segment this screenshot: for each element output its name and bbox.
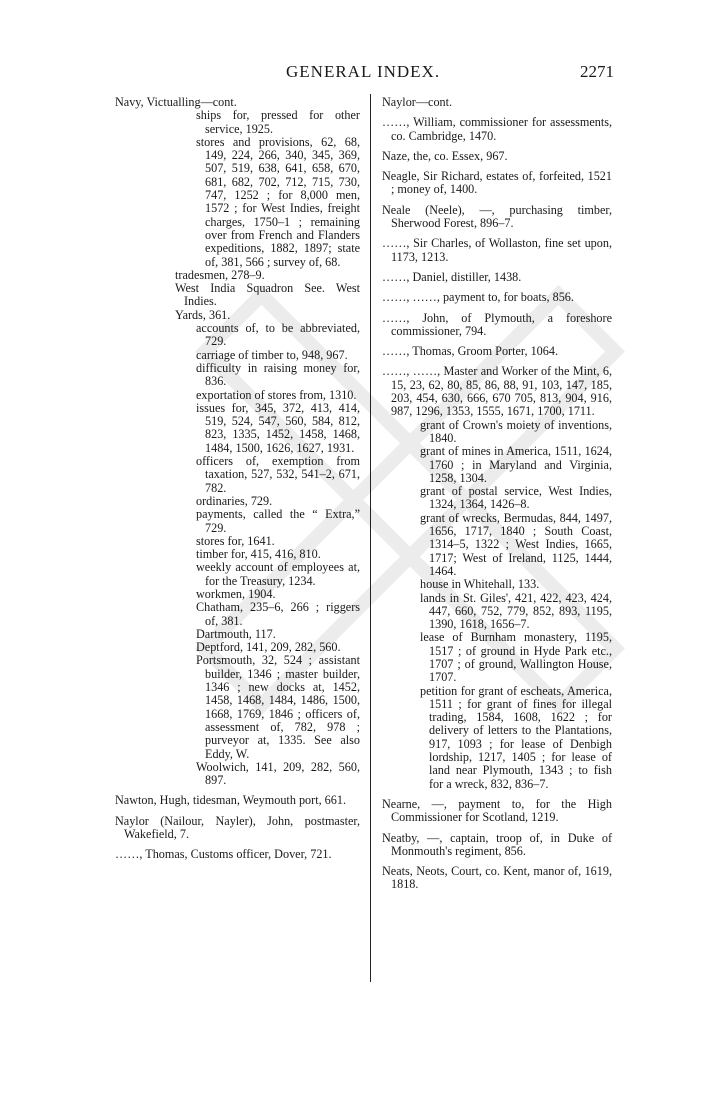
index-entry: ……, ……, payment to, for boats, 856.: [382, 290, 574, 305]
index-entry: payments, called the “ Extra,” 729.: [196, 507, 360, 535]
index-entry: carriage of timber to, 948, 967.: [196, 347, 348, 362]
index-entry: house in Whitehall, 133.: [420, 577, 540, 592]
index-entry: stores and provisions, 62, 68, 149, 224, 266, 340, 345, 369, 507, 519, 638, 641, 658, 670, 681, 682, 702, 712, 715, 730, 747, 1252 ; for 8,000 men, 1572 ; for West Indies, freight charges, 1750–1 ; remaining over from French and Flanders expeditions, 1882, 1897; state of, 381, 566 ; survey of, 68.: [196, 134, 360, 269]
index-entry: Nawton, Hugh, tidesman, Weymouth port, 661.: [115, 793, 347, 808]
index-entry: Neats, Neots, Court, co. Kent, manor of, 1619, 1818.: [382, 864, 612, 892]
index-entry: grant of wrecks, Bermudas, 844, 1497, 1656, 1717, 1840 ; South Coast, 1314–5, 1322 ; West Indies, 1665, 1717; West of Ireland, 1125, 1444, 1464.: [420, 510, 612, 578]
index-entry: grant of postal service, West Indies, 1324, 1364, 1426–8.: [420, 484, 612, 512]
index-entry: ……, Sir Charles, of Wollaston, fine set upon, 1173, 1213.: [382, 236, 612, 264]
index-entry: Woolwich, 141, 209, 282, 560, 897.: [196, 759, 360, 788]
index-entry: officers of, exemption from taxation, 527, 532, 541–2, 671, 782.: [196, 454, 360, 495]
index-entry: lands in St. Giles', 421, 422, 423, 424, 447, 660, 752, 779, 852, 893, 1195, 1390, 1618, 1656–7.: [420, 590, 612, 632]
index-entry: Nearne, —, payment to, for the High Commissioner for Scotland, 1219.: [382, 796, 612, 825]
index-entry: Neale (Neele), —, purchasing timber, Sherwood Forest, 896–7.: [382, 202, 612, 231]
index-entry: ……, William, commissioner for assessments, co. Cambridge, 1470.: [382, 115, 612, 143]
index-entry: ……, Thomas, Groom Porter, 1064.: [382, 344, 558, 359]
index-entry: difficulty in raising money for, 836.: [196, 360, 360, 389]
index-entry: Yards, 361.: [175, 307, 231, 322]
index-entry: Naylor (Nailour, Nayler), John, postmaster, Wakefield, 7.: [115, 813, 360, 842]
page-number: 2271: [580, 62, 614, 81]
index-entry: ships for, pressed for other service, 1925.: [196, 108, 360, 136]
index-entry: grant of Crown's moiety of inventions, 1840.: [420, 417, 612, 445]
index-entry: Deptford, 141, 209, 282, 560.: [196, 640, 341, 655]
index-entry: West India Squadron See. West Indies.: [175, 281, 360, 309]
right-column: [382, 96, 612, 892]
index-entry: Chatham, 235–6, 266 ; riggers of, 381.: [196, 600, 360, 628]
index-entry: petition for grant of escheats, America, 1511 ; for grant of fines for illegal trading, 1584, 1608, 1622 ; for delivery of letters to the Plantations, 917, 1093 ; for lease of Denbigh lordship, 1217, 1405 ; for lease of land near Plymouth, 1343 ; to fish for a wreck, 832, 836–7.: [420, 683, 612, 791]
index-entry: timber for, 415, 416, 810.: [196, 547, 321, 562]
index-entry: Naylor—cont.: [382, 95, 453, 109]
index-entry: lease of Burnham monastery, 1195, 1517 ; of ground in Hyde Park etc., 1707 ; of ground, Wallington House, 1707.: [420, 630, 612, 685]
index-entry: ……, John, of Plymouth, a foreshore commissioner, 794.: [382, 310, 612, 338]
index-entry: ……, Daniel, distiller, 1438.: [382, 269, 522, 284]
index-entry: workmen, 1904.: [196, 586, 276, 601]
index-entry: ……, ……, Master and Worker of the Mint, 6, 15, 23, 62, 80, 85, 86, 88, 91, 103, 147, 185, 203, 454, 630, 666, 670 705, 813, 904, 916, 987, 1296, 1353, 1555, 1671, 1700, 1711.: [382, 364, 612, 419]
index-entry: exportation of stores from, 1310.: [196, 387, 357, 402]
page-header: [0, 62, 722, 84]
index-entry: ordinaries, 729.: [196, 493, 273, 508]
index-entry: Neagle, Sir Richard, estates of, forfeited, 1521 ; money of, 1400.: [382, 169, 612, 197]
index-entry: weekly account of employees at, for the Treasury, 1234.: [196, 560, 360, 588]
index-entry: accounts of, to be abbreviated, 729.: [196, 321, 360, 349]
index-entry: stores for, 1641.: [196, 533, 275, 548]
index-entry: tradesmen, 278–9.: [175, 267, 265, 282]
index-entry: Portsmouth, 32, 524 ; assistant builder, 1346 ; master builder, 1346 ; new docks at, 1452, 1458, 1468, 1484, 1486, 1500, 1668, 1769, 1846 ; officers of, assessment of, 782, 978 ; purveyor at, 1335. See also Eddy, W.: [196, 653, 360, 761]
index-entry: grant of mines in America, 1511, 1624, 1760 ; in Maryland and Virginia, 1258, 1304.: [420, 444, 612, 485]
left-column: [115, 96, 360, 862]
index-entry: Naze, the, co. Essex, 967.: [382, 148, 508, 163]
index-entry: Dartmouth, 117.: [196, 626, 276, 641]
index-entry: Navy, Victualling—cont.: [115, 95, 237, 109]
index-entry: Neatby, —, captain, troop of, in Duke of Monmouth's regiment, 856.: [382, 830, 612, 858]
column-divider: [370, 94, 371, 982]
page-title: GENERAL INDEX.: [286, 62, 441, 81]
index-entry: issues for, 345, 372, 413, 414, 519, 524, 547, 560, 584, 812, 823, 1335, 1452, 1458, 1468, 1484, 1500, 1626, 1627, 1931.: [196, 400, 360, 455]
index-entry: ……, Thomas, Customs officer, Dover, 721.: [115, 847, 332, 862]
